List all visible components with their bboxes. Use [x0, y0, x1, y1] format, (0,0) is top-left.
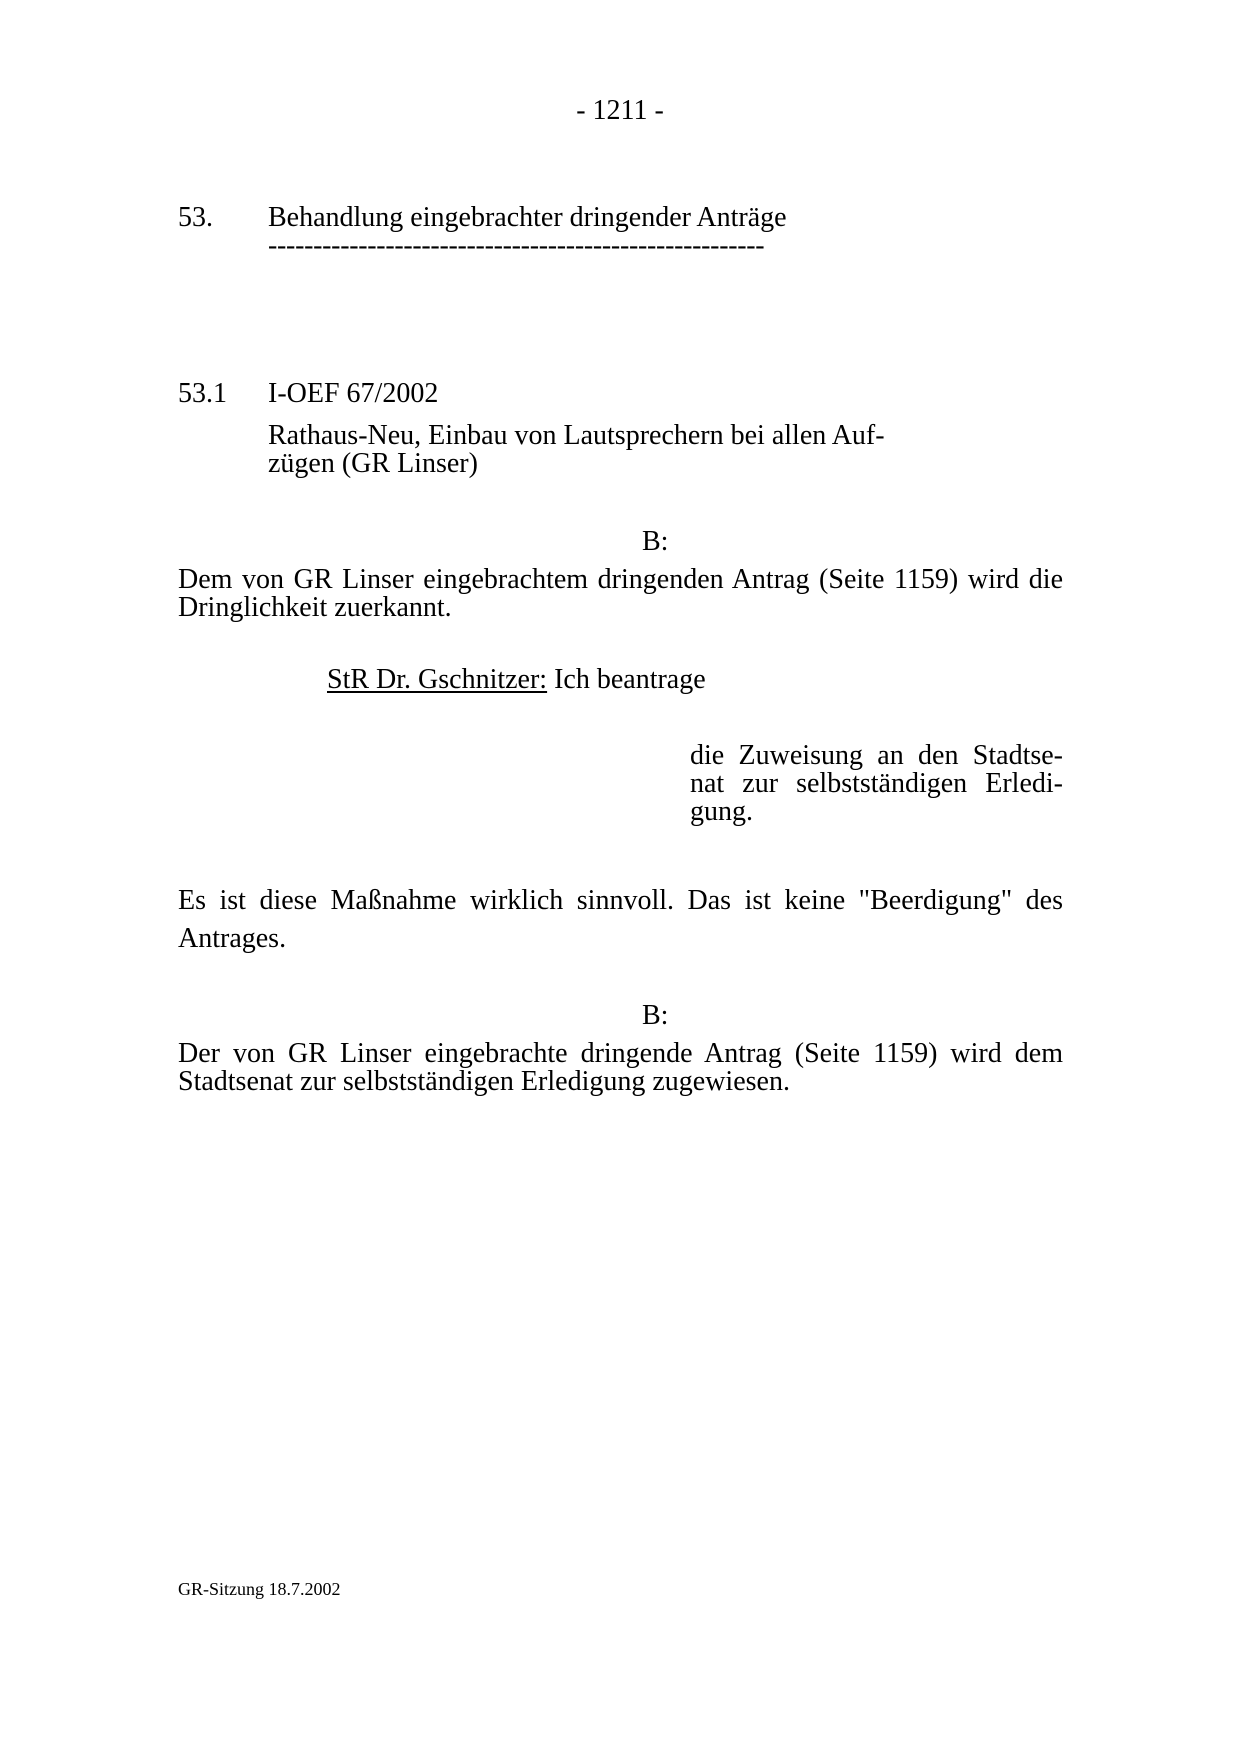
decision-text-1: Dem von GR Linser eingebrachtem dringenden Antrag (Seite 1159) wird die Dringlichkeit zuerkannt.	[178, 564, 1063, 623]
footer-session-date: GR-Sitzung 18.7.2002	[178, 1579, 341, 1599]
subsection-code: I-OEF 67/2002	[268, 378, 439, 409]
decision-label-2: B:	[642, 1000, 669, 1031]
section-title: Behandlung eingebrachter dringender Anträge	[268, 202, 787, 233]
page-number: - 1211 -	[576, 95, 664, 126]
motion-request: die Zuweisung an den Stadtse-nat zur selbstständigen Erledi-gung.	[690, 740, 1063, 827]
decision-text-2: Der von GR Linser eingebrachte dringende Antrag (Seite 1159) wird dem Stadtsenat zur selbstständigen Erledigung zugewiesen.	[178, 1038, 1063, 1097]
subsection-subject-line-2: zügen (GR Linser)	[268, 448, 478, 479]
subsection-number: 53.1	[178, 378, 227, 409]
statement-text: Es ist diese Maßnahme wirklich sinnvoll. Das ist keine "Beerdigung" des Antrages.	[178, 885, 1063, 954]
speaker-name: StR Dr. Gschnitzer:	[327, 664, 548, 695]
motion-line	[327, 666, 706, 694]
motion-intro: Ich beantrage	[554, 664, 706, 695]
section-title-rule: -------------------------------------------------------	[268, 230, 765, 261]
subsection-subject-line-1: Rathaus-Neu, Einbau von Lautsprechern bei allen Auf-	[268, 420, 885, 451]
decision-label-1: B:	[642, 526, 669, 557]
section-number: 53.	[178, 202, 213, 233]
